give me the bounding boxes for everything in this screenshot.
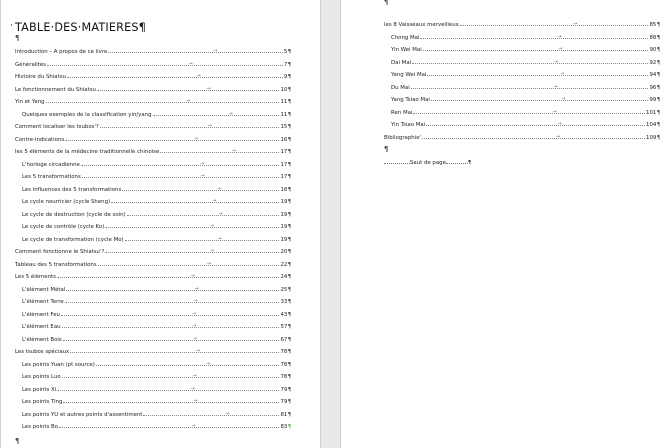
toc-entry-text: Les points Yuan (pt source) <box>22 361 95 368</box>
toc-leader-dots <box>426 121 645 128</box>
toc-entry-page: 57 <box>280 324 288 330</box>
tab-arrow-icon: → <box>217 235 222 242</box>
toc-entry-text: L'horloge circadienne <box>22 161 80 168</box>
toc-entry-page: 19 <box>280 211 288 218</box>
toc-leader-dots <box>65 298 280 304</box>
toc-entry-page: 79 <box>280 399 288 405</box>
toc-entry-page: 83 <box>280 424 288 430</box>
toc-leader-dots <box>108 48 283 54</box>
toc-entry-page: 67 <box>280 336 288 343</box>
title-para-mark: ¶ <box>138 21 147 34</box>
toc-entry-text: Le cycle de transformation (cycle Mo) <box>22 236 124 243</box>
toc-entry-page: 20 <box>280 249 288 255</box>
tab-arrow-icon: → <box>228 110 233 117</box>
paragraph-mark: ¶ <box>656 59 660 66</box>
toc-entry-text: Yin Tsiao Mai <box>391 122 426 129</box>
toc-entry[interactable] <box>15 258 291 268</box>
toc-entry-text: L'élément Métal <box>22 286 66 293</box>
tab-arrow-icon: → <box>216 185 221 192</box>
paragraph-mark: ¶ <box>287 211 291 218</box>
paragraph-mark: ¶ <box>287 399 291 405</box>
toc-entry-text: Comment fonctionne le Shiatsu'? <box>15 249 105 255</box>
toc-leader-dots <box>46 98 280 104</box>
toc-entry-page: 104 <box>646 122 657 129</box>
toc-leader-dots <box>105 248 279 254</box>
paragraph-mark: ¶ <box>656 84 660 91</box>
toc-entry[interactable] <box>391 81 660 91</box>
toc-title <box>10 21 147 34</box>
tab-arrow-icon: → <box>193 398 198 404</box>
toc-leader-dots <box>66 285 279 292</box>
paragraph-mark: ¶ <box>287 274 291 280</box>
toc-entry[interactable] <box>15 345 291 355</box>
toc-entry[interactable] <box>22 283 291 293</box>
toc-entry-text: Chong Mai <box>391 34 420 41</box>
toc-leader-dots <box>413 108 645 115</box>
toc-entry-text: Comment localiser les tsubos'? <box>15 124 99 130</box>
toc-entry-text: Les points Xi <box>22 386 57 393</box>
toc-leader-dots <box>62 373 280 379</box>
paragraph-mark: ¶ <box>287 99 291 105</box>
toc-entry-page: 11 <box>280 99 288 105</box>
toc-entry-page: 19 <box>280 236 288 243</box>
paragraph-mark: ¶ <box>384 0 389 6</box>
paragraph-mark: ¶ <box>287 311 291 318</box>
tab-arrow-icon: → <box>185 98 191 104</box>
toc-entry-text: Yin Wei Mai <box>391 47 422 54</box>
tab-arrow-icon: → <box>573 21 578 27</box>
toc-entry[interactable] <box>391 43 660 53</box>
tab-arrow-icon: → <box>206 360 211 367</box>
toc-entry-text: Le cycle de contrôle (cycle Ko) <box>22 224 105 230</box>
toc-leader-dots <box>57 385 279 392</box>
toc-entry-text: Quelques exemples de la classification yin/yang <box>22 111 152 118</box>
toc-leader-dots <box>460 21 649 27</box>
toc-entry-text: Introduction – A propos de ce livre <box>15 49 108 55</box>
toc-entry-page: 7 <box>283 61 288 68</box>
toc-entry-page: 81 <box>280 411 288 418</box>
tab-arrow-icon: → <box>191 423 196 429</box>
paragraph-mark: ¶ <box>287 374 291 380</box>
toc-entry[interactable] <box>391 68 660 78</box>
toc-entry[interactable] <box>15 245 291 255</box>
toc-entry-page: 11 <box>280 111 288 118</box>
toc-leader-dots <box>111 198 279 204</box>
toc-entry[interactable] <box>15 145 291 155</box>
toc-entry-page: 19 <box>280 224 288 230</box>
toc-entry[interactable] <box>22 183 291 193</box>
tab-arrow-icon: → <box>194 285 199 292</box>
tab-arrow-icon: → <box>553 83 558 90</box>
paragraph-mark: ¶ <box>287 236 291 243</box>
document-page-left <box>0 0 321 448</box>
toc-entry-page: 78 <box>280 349 288 355</box>
tab-arrow-icon: → <box>218 210 223 217</box>
toc-leader-dots <box>70 348 279 354</box>
toc-entry-text: Les 5 éléments <box>15 274 56 280</box>
paragraph-mark: ¶ <box>287 49 291 55</box>
tab-arrow-icon: → <box>225 410 230 417</box>
toc-entry-page: 25 <box>280 286 288 293</box>
page-break-marker[interactable] <box>384 160 471 166</box>
toc-entry-text: L'élément Feu <box>22 311 60 318</box>
tab-arrow-icon: → <box>212 198 217 204</box>
toc-entry[interactable] <box>384 18 660 28</box>
toc-entry[interactable] <box>22 333 291 343</box>
toc-entry[interactable] <box>15 270 291 280</box>
toc-entry-page: 19 <box>280 199 288 205</box>
toc-entry[interactable] <box>15 120 291 130</box>
tab-arrow-icon: → <box>552 108 557 115</box>
paragraph-mark: ¶ <box>287 324 291 330</box>
toc-entry[interactable] <box>22 408 291 418</box>
toc-entry-text: Yang Tsiao Mai <box>391 97 430 104</box>
toc-leader-dots <box>81 160 280 167</box>
toc-entry[interactable] <box>15 45 291 55</box>
toc-entry-text: Les points Bo <box>22 424 59 430</box>
paragraph-mark: ¶ <box>656 72 660 79</box>
paragraph-mark: ¶ <box>656 109 660 116</box>
toc-entry-page: 96 <box>649 84 657 91</box>
toc-leader-dots <box>100 123 280 129</box>
toc-leader-dots <box>98 260 280 267</box>
toc-entry-text: Généralités <box>15 61 46 68</box>
paragraph-mark: ¶ <box>287 349 291 355</box>
toc-entry-text: Histoire du Shiatsu <box>15 74 66 80</box>
toc-entry[interactable] <box>391 106 660 116</box>
toc-entry-page: 99 <box>649 97 657 104</box>
tab-arrow-icon: → <box>195 348 200 354</box>
toc-entry-page: 5 <box>283 49 288 55</box>
paragraph-mark: ¶ <box>287 224 291 230</box>
tab-arrow-icon: → <box>209 223 214 229</box>
tab-arrow-icon: → <box>557 33 562 40</box>
toc-entry-page: 94 <box>649 72 657 79</box>
toc-entry-page: 17 <box>280 161 288 168</box>
toc-leader-dots <box>82 173 280 179</box>
toc-entry-text: Le fonctionnement du Shiatsu <box>15 86 96 93</box>
toc-entry-text: Les 5 transformations <box>22 174 81 180</box>
paragraph-mark: ¶ <box>287 74 291 80</box>
toc-leader-dots <box>67 73 283 79</box>
page-break-dots <box>384 163 410 164</box>
toc-entry[interactable] <box>22 383 291 393</box>
toc-entry-text: L'élément Bois <box>22 336 62 343</box>
tab-arrow-icon: → <box>560 71 565 78</box>
tab-arrow-icon: → <box>206 260 211 267</box>
toc-entry-text: Bibliographie' <box>384 134 421 141</box>
toc-entry-text: Dai Mai <box>391 59 412 66</box>
tab-arrow-icon: → <box>206 85 211 92</box>
toc-entry-page: 85 <box>649 22 657 28</box>
toc-entry-page: 17 <box>280 174 288 180</box>
toc-entry[interactable] <box>22 208 291 218</box>
tab-arrow-icon: → <box>192 323 197 329</box>
paragraph-mark: ¶ <box>656 122 660 129</box>
tab-arrow-icon: → <box>555 133 560 140</box>
paragraph-mark: ¶ <box>287 199 291 205</box>
page-break-label: Saut de page <box>410 160 446 166</box>
toc-entry-page: 18 <box>280 186 288 193</box>
toc-entry[interactable] <box>15 58 291 68</box>
toc-entry[interactable] <box>391 56 660 66</box>
toc-leader-dots <box>422 133 645 140</box>
tab-arrow-icon: → <box>553 58 559 65</box>
toc-entry-page: 79 <box>280 386 288 393</box>
toc-entry-text: Les points Luo <box>22 374 61 380</box>
toc-entry[interactable] <box>22 358 291 368</box>
toc-leader-dots <box>153 110 280 117</box>
paragraph-mark: ¶ <box>287 261 291 268</box>
toc-entry[interactable] <box>15 133 291 143</box>
toc-entry[interactable] <box>22 170 291 180</box>
toc-entry[interactable] <box>22 108 291 118</box>
tab-arrow-icon: → <box>190 273 195 279</box>
paragraph-mark: ¶ <box>287 411 291 418</box>
toc-entry-text: Les points Ting <box>22 399 63 405</box>
paragraph-mark: ¶ <box>287 286 291 293</box>
paragraph-mark: ¶ <box>287 149 291 155</box>
toc-entry-page: 15 <box>280 124 288 130</box>
toc-entry-text: Le cycle de destruction (cycle de soin) <box>22 211 126 218</box>
toc-entry-text: Yang Wei Mai <box>391 72 427 79</box>
toc-entry-text: Les influences des 5 transformations <box>22 186 122 193</box>
tab-arrow-icon: → <box>557 121 562 128</box>
page-break-dots <box>446 163 468 164</box>
toc-leader-dots <box>427 71 648 78</box>
toc-leader-dots <box>62 323 280 329</box>
toc-entry-page: 90 <box>649 47 657 54</box>
document-page-right <box>340 0 667 448</box>
tab-arrow-icon: → <box>558 46 563 53</box>
tab-arrow-icon: → <box>190 385 195 392</box>
paragraph-mark: ¶ <box>287 336 291 343</box>
paragraph-mark: ¶ <box>287 424 291 430</box>
toc-entry-text: Contre-indications <box>15 136 65 143</box>
toc-entry-page: 43 <box>280 311 288 318</box>
tab-arrow-icon: → <box>192 335 197 342</box>
tab-arrow-icon: → <box>193 135 198 142</box>
toc-entry[interactable] <box>22 320 291 330</box>
toc-entry-text: Yin et Yang <box>15 99 45 105</box>
toc-entry[interactable] <box>22 195 291 205</box>
toc-entry-text: les 5 éléments de la médecine traditionnelle chinoise <box>15 149 160 155</box>
tab-arrow-icon: → <box>207 123 212 129</box>
tab-arrow-icon: → <box>213 48 218 54</box>
toc-entry[interactable] <box>22 420 291 430</box>
tab-arrow-icon: → <box>209 248 214 254</box>
toc-leader-dots <box>63 398 279 404</box>
toc-entry-text: Tableau des 5 transformations <box>15 261 97 268</box>
toc-leader-dots <box>160 148 279 154</box>
paragraph-mark: ¶ <box>656 134 660 141</box>
toc-leader-dots <box>63 335 280 342</box>
toc-leader-dots <box>47 60 283 67</box>
toc-leader-dots <box>59 423 279 429</box>
toc-entry-page: 10 <box>280 86 288 93</box>
tab-arrow-icon: → <box>193 298 198 304</box>
tab-arrow-icon: → <box>231 148 236 154</box>
paragraph-mark: ¶ <box>384 145 389 153</box>
paragraph-mark: ¶ <box>287 386 291 393</box>
toc-entry-page: 88 <box>649 34 657 41</box>
toc-leader-dots <box>127 210 280 217</box>
paragraph-mark: ¶ <box>287 111 291 118</box>
toc-entry-page: 109 <box>646 134 657 141</box>
paragraph-mark: ¶ <box>656 97 660 104</box>
toc-entry-page: 78 <box>280 374 288 380</box>
paragraph-mark: ¶ <box>287 249 291 255</box>
paragraph-mark: ¶ <box>656 34 660 41</box>
paragraph-mark: ¶ <box>287 136 291 143</box>
toc-entry[interactable] <box>22 395 291 405</box>
toc-entry-page: 22 <box>280 261 288 268</box>
toc-entry[interactable] <box>391 93 660 103</box>
tab-arrow-icon: → <box>188 60 193 67</box>
toc-leader-dots <box>105 223 279 229</box>
paragraph-mark: ¶ <box>287 186 291 193</box>
toc-title-text: TABLE·DES·MATIERES <box>15 21 139 34</box>
toc-entry[interactable] <box>15 83 291 93</box>
toc-entry-text: les 8 Vaisseaux merveilleux <box>384 22 459 28</box>
toc-leader-dots <box>143 410 279 417</box>
tab-arrow-icon: → <box>561 96 566 103</box>
toc-entry-page: 17 <box>280 149 288 155</box>
tab-arrow-icon: → <box>192 373 197 379</box>
toc-entry-page: 16 <box>280 136 288 143</box>
toc-leader-dots <box>423 46 649 53</box>
toc-leader-dots <box>96 360 280 367</box>
paragraph-mark: ¶ <box>287 174 291 180</box>
toc-entry[interactable] <box>391 31 660 41</box>
page-break-para-mark: ¶ <box>467 160 472 166</box>
toc-entry-page: 33 <box>280 299 288 305</box>
toc-entry-text: Les tsubos spéciaux <box>15 349 70 355</box>
toc-leader-dots <box>431 96 649 103</box>
paragraph-mark: ¶ <box>287 61 291 68</box>
paragraph-mark: ¶ <box>287 86 291 93</box>
paragraph-mark: ¶ <box>15 437 20 445</box>
toc-entry[interactable] <box>22 370 291 380</box>
toc-leader-dots <box>61 310 279 317</box>
toc-entry[interactable] <box>22 158 291 168</box>
toc-entry-text: Ren Mai <box>391 109 413 116</box>
toc-entry[interactable] <box>22 220 291 230</box>
toc-leader-dots <box>125 235 280 242</box>
toc-entry-text: Les points YU et autres points d'assentiment <box>22 411 143 418</box>
toc-entry-page: 101 <box>646 109 657 116</box>
toc-entry-page: 78 <box>280 361 288 368</box>
toc-entry[interactable] <box>22 295 291 305</box>
toc-entry[interactable] <box>15 70 291 80</box>
tab-arrow-icon: → <box>200 173 205 179</box>
toc-entry-text: L'élément Terre <box>22 299 64 305</box>
toc-entry-page: 92 <box>649 59 657 66</box>
paragraph-mark: ¶ <box>656 47 660 54</box>
tab-arrow-icon: → <box>200 160 205 167</box>
toc-leader-dots <box>122 185 279 192</box>
toc-entry-page: 9 <box>283 74 288 80</box>
paragraph-mark: ¶ <box>15 34 20 42</box>
toc-entry-page: 24 <box>280 274 288 280</box>
toc-leader-dots <box>412 58 648 65</box>
toc-entry[interactable] <box>22 308 291 318</box>
toc-entry[interactable] <box>22 233 291 243</box>
paragraph-mark: ¶ <box>287 299 291 305</box>
paragraph-mark: ¶ <box>287 361 291 368</box>
toc-entry-text: L'élément Eau <box>22 324 61 330</box>
toc-entry-text: Du Mai <box>391 84 410 91</box>
paragraph-mark: ¶ <box>287 124 291 130</box>
title-dot: · <box>10 21 14 31</box>
toc-entry[interactable] <box>15 95 291 105</box>
tab-arrow-icon: → <box>192 310 197 317</box>
toc-entry[interactable] <box>391 118 660 128</box>
toc-leader-dots <box>57 273 280 279</box>
toc-leader-dots <box>420 33 648 40</box>
toc-leader-dots <box>65 135 279 142</box>
paragraph-mark: ¶ <box>287 161 291 168</box>
toc-entry[interactable] <box>384 131 660 141</box>
paragraph-mark: ¶ <box>656 22 660 28</box>
tab-arrow-icon: → <box>196 73 201 79</box>
toc-entry-text: Le cycle nourricier (cycle Sheng) <box>22 199 111 205</box>
toc-leader-dots <box>97 85 280 92</box>
toc-leader-dots <box>411 83 649 90</box>
